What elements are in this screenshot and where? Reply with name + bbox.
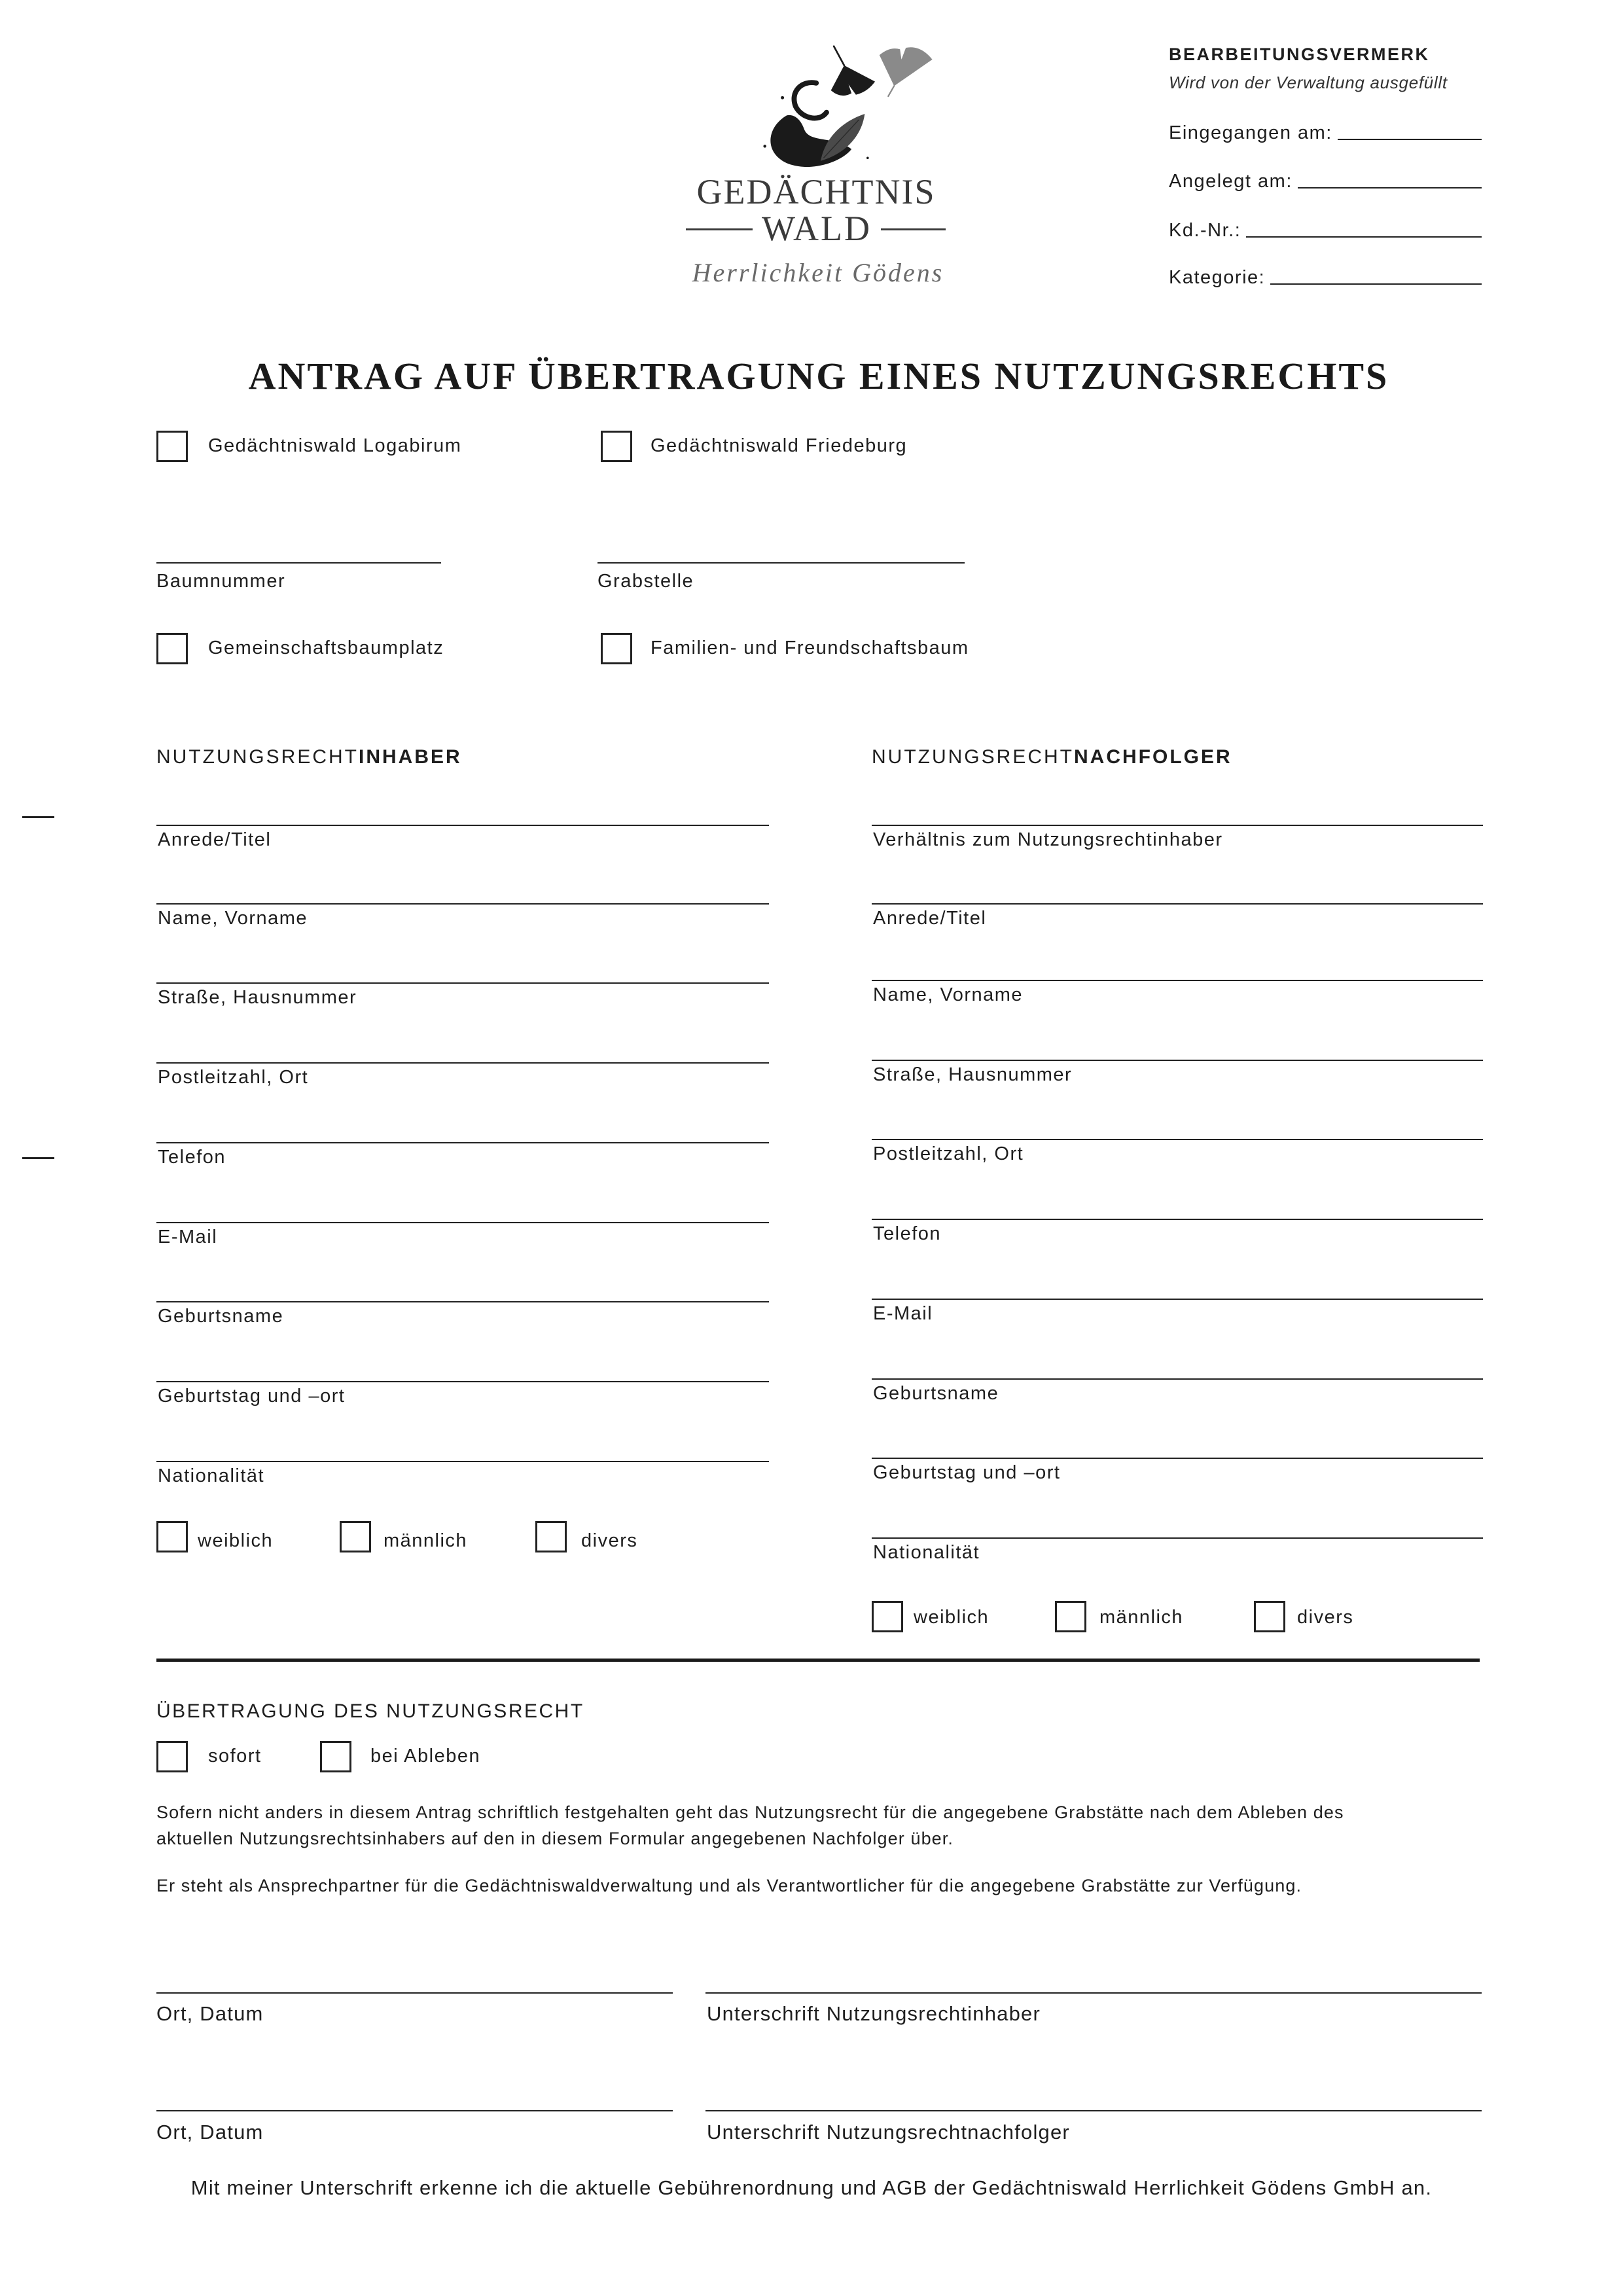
holder-birth-name-label: Geburtsname — [158, 1306, 284, 1327]
successor-gender-diverse-label: divers — [1297, 1607, 1354, 1628]
successor-heading-prefix: NUTZUNGSRECHT — [872, 746, 1074, 768]
successor-birth-name-field[interactable] — [872, 1378, 1483, 1380]
holder-postcode-city-field[interactable] — [156, 1062, 769, 1064]
holder-email-field[interactable] — [156, 1222, 769, 1223]
transfer-heading: ÜBERTRAGUNG DES NUTZUNGSRECHT — [156, 1700, 584, 1722]
holder-signature-field[interactable] — [705, 1992, 1482, 1994]
ink-splatter — [763, 145, 766, 147]
section-divider — [156, 1659, 1480, 1662]
successor-heading — [872, 745, 1232, 769]
fold-mark-top — [22, 816, 54, 818]
tree-number-label: Baumnummer — [156, 571, 286, 592]
transfer-paragraph-1-line-1: Sofern nicht anders in diesem Antrag schriftlich festgehalten geht das Nutzungsrecht für die angegebene Grabstätte nach dem Ableben des — [156, 1803, 1344, 1822]
holder-street-field[interactable] — [156, 982, 769, 984]
successor-email-label: E-Mail — [873, 1303, 933, 1324]
holder-salutation-label: Anrede/Titel — [158, 829, 272, 850]
holder-gender-diverse-label: divers — [581, 1530, 638, 1551]
transfer-on-death-label: bei Ableben — [370, 1746, 481, 1767]
office-row-created — [1169, 168, 1482, 194]
office-row-category — [1169, 264, 1482, 291]
successor-relationship-field[interactable] — [872, 825, 1483, 826]
family-tree-label: Familien- und Freundschaftsbaum — [651, 637, 969, 658]
logo-wordmark-line1: GEDÄCHTNIS — [696, 172, 936, 211]
holder-nationality-field[interactable] — [156, 1461, 769, 1462]
successor-phone-label: Telefon — [873, 1223, 942, 1244]
holder-place-date-field[interactable] — [156, 1992, 673, 1994]
fold-mark-middle — [22, 1157, 54, 1159]
transfer-paragraph-1-line-2: aktuellen Nutzungsrechtsinhabers auf den in diesem Formular angegebenen Nachfolger über. — [156, 1829, 954, 1848]
family-tree-checkbox[interactable] — [601, 633, 632, 664]
successor-phone-field[interactable] — [872, 1219, 1483, 1220]
ginkgo-leaf-grey — [880, 47, 933, 86]
successor-street-label: Straße, Hausnummer — [873, 1064, 1073, 1085]
grave-site-label: Grabstelle — [597, 571, 694, 592]
successor-gender-male-checkbox[interactable] — [1055, 1601, 1086, 1632]
successor-gender-diverse-checkbox[interactable] — [1254, 1601, 1285, 1632]
successor-birth-name-label: Geburtsname — [873, 1383, 999, 1404]
logo-rule-left — [686, 228, 753, 230]
transfer-immediately-label: sofort — [208, 1746, 262, 1767]
holder-gender-female-checkbox[interactable] — [156, 1521, 188, 1552]
successor-name-field[interactable] — [872, 980, 1483, 981]
holder-place-date-label: Ort, Datum — [156, 2002, 264, 2025]
holder-email-label: E-Mail — [158, 1227, 218, 1247]
successor-name-label: Name, Vorname — [873, 984, 1024, 1005]
logo-rule-right — [881, 228, 946, 230]
office-field-created[interactable] — [1298, 187, 1482, 188]
successor-email-field[interactable] — [872, 1299, 1483, 1300]
ginkgo-logo-icon — [753, 36, 949, 180]
successor-postcode-city-field[interactable] — [872, 1139, 1483, 1140]
ink-splatter — [781, 96, 784, 99]
successor-gender-female-checkbox[interactable] — [872, 1601, 903, 1632]
page-title: ANTRAG AUF ÜBERTRAGUNG EINES NUTZUNGSRECHTS — [248, 355, 1389, 397]
forest-logabirum-checkbox[interactable] — [156, 431, 188, 462]
office-field-customer-number[interactable] — [1246, 236, 1482, 238]
ginkgo-leaf-black — [831, 65, 875, 96]
holder-gender-male-label: männlich — [383, 1530, 468, 1551]
holder-birth-name-field[interactable] — [156, 1301, 769, 1302]
successor-signature-label: Unterschrift Nutzungsrechtnachfolger — [707, 2121, 1070, 2144]
holder-birth-date-place-label: Geburtstag und –ort — [158, 1386, 346, 1407]
successor-nationality-label: Nationalität — [873, 1542, 980, 1563]
office-label-created: Angelegt am: — [1169, 171, 1293, 192]
tree-number-field[interactable] — [156, 562, 441, 564]
successor-place-date-label: Ort, Datum — [156, 2121, 264, 2144]
successor-birth-date-place-label: Geburtstag und –ort — [873, 1462, 1061, 1483]
successor-postcode-city-label: Postleitzahl, Ort — [873, 1143, 1024, 1164]
successor-street-field[interactable] — [872, 1060, 1483, 1061]
ink-splatter — [772, 138, 776, 143]
holder-heading — [156, 745, 462, 769]
successor-gender-male-label: männlich — [1099, 1607, 1184, 1628]
office-field-received[interactable] — [1338, 139, 1482, 140]
office-label-received: Eingegangen am: — [1169, 122, 1332, 143]
forest-logabirum-label: Gedächtniswald Logabirum — [208, 435, 462, 456]
successor-birth-date-place-field[interactable] — [872, 1458, 1483, 1459]
holder-phone-field[interactable] — [156, 1142, 769, 1143]
holder-salutation-field[interactable] — [156, 825, 769, 826]
office-label-category: Kategorie: — [1169, 267, 1266, 288]
holder-postcode-city-label: Postleitzahl, Ort — [158, 1067, 309, 1088]
successor-gender-female-label: weiblich — [914, 1607, 990, 1628]
forest-friedeburg-label: Gedächtniswald Friedeburg — [651, 435, 908, 456]
successor-nationality-field[interactable] — [872, 1537, 1483, 1539]
office-row-received — [1169, 120, 1482, 146]
ink-swirl-hook — [794, 82, 827, 118]
successor-signature-field[interactable] — [705, 2110, 1482, 2111]
office-row-customer-number — [1169, 217, 1482, 243]
forest-friedeburg-checkbox[interactable] — [601, 431, 632, 462]
holder-gender-female-label: weiblich — [198, 1530, 274, 1551]
successor-salutation-label: Anrede/Titel — [873, 908, 987, 929]
transfer-paragraph-2: Er steht als Ansprechpartner für die Gedächtniswaldverwaltung und als Verantwortlicher für die angegebene Grabstätte zur Verfügung. — [156, 1876, 1302, 1895]
office-label-customer-number: Kd.-Nr.: — [1169, 220, 1241, 241]
transfer-immediately-checkbox[interactable] — [156, 1741, 188, 1772]
logo-wordmark-line2: WALD — [762, 209, 872, 248]
successor-salutation-field[interactable] — [872, 903, 1483, 905]
office-note: Wird von der Verwaltung ausgefüllt — [1169, 73, 1448, 92]
successor-heading-suffix: NACHFOLGER — [1074, 746, 1232, 768]
office-heading: BEARBEITUNGSVERMERK — [1169, 45, 1430, 64]
ginkgo-stem-black — [834, 46, 844, 65]
ink-splatter — [866, 157, 869, 160]
logo-script: Herrlichkeit Gödens — [692, 258, 944, 287]
office-field-category[interactable] — [1270, 283, 1482, 285]
holder-heading-suffix: INHABER — [359, 746, 462, 768]
holder-signature-label: Unterschrift Nutzungsrechtinhaber — [707, 2002, 1041, 2025]
holder-phone-label: Telefon — [158, 1147, 226, 1168]
grave-site-field[interactable] — [597, 562, 965, 564]
holder-nationality-label: Nationalität — [158, 1465, 265, 1486]
holder-birth-date-place-field[interactable] — [156, 1381, 769, 1382]
holder-gender-diverse-checkbox[interactable] — [535, 1521, 567, 1552]
successor-relationship-label: Verhältnis zum Nutzungsrechtinhaber — [873, 829, 1223, 850]
transfer-on-death-checkbox[interactable] — [320, 1741, 351, 1772]
successor-place-date-field[interactable] — [156, 2110, 673, 2111]
holder-street-label: Straße, Hausnummer — [158, 987, 357, 1008]
holder-name-label: Name, Vorname — [158, 908, 308, 929]
holder-gender-male-checkbox[interactable] — [340, 1521, 371, 1552]
ginkgo-stem-grey — [888, 86, 894, 96]
holder-name-field[interactable] — [156, 903, 769, 905]
holder-heading-prefix: NUTZUNGSRECHT — [156, 746, 359, 768]
community-tree-label: Gemeinschaftsbaumplatz — [208, 637, 444, 658]
footer-terms-notice: Mit meiner Unterschrift erkenne ich die aktuelle Gebührenordnung und AGB der Gedächtniswald Herrlichkeit Gödens GmbH an. — [190, 2176, 1433, 2199]
community-tree-checkbox[interactable] — [156, 633, 188, 664]
